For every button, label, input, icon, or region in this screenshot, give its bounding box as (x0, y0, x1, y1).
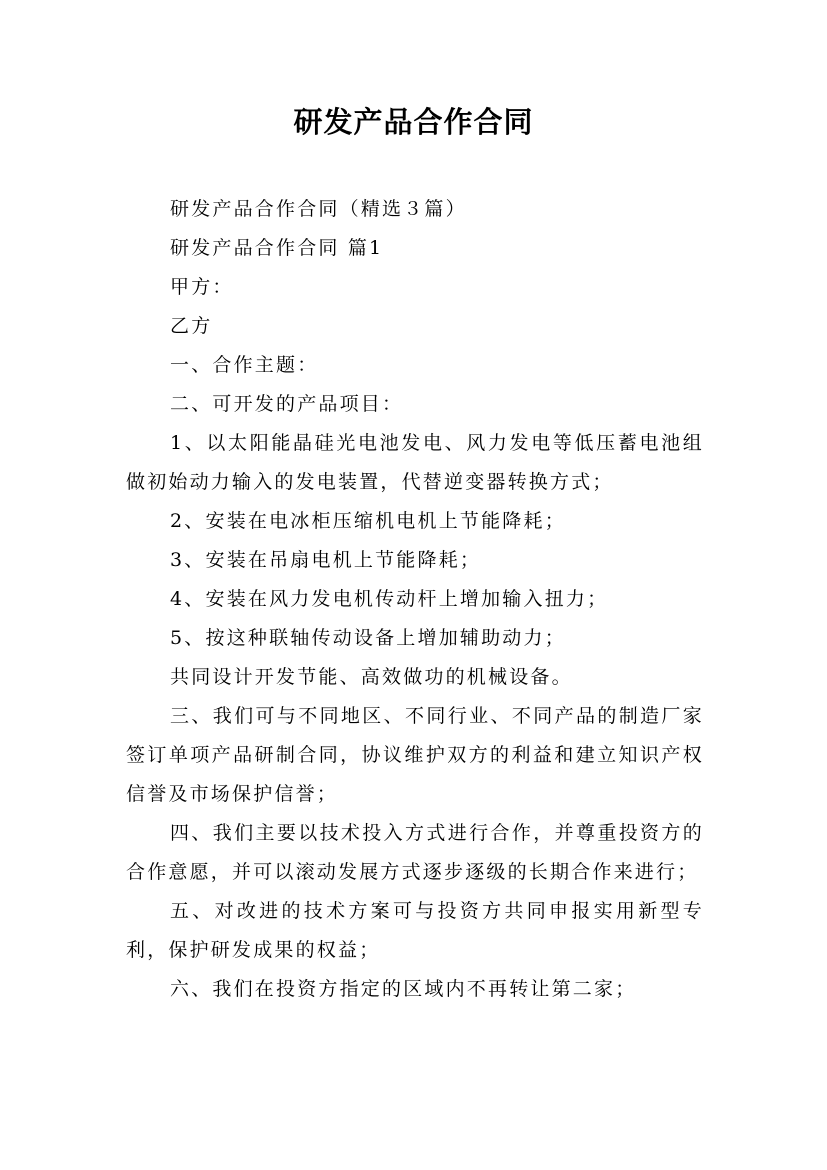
paragraph-item-2: 2、安装在电冰柜压缩机电机上节能降耗； (170, 510, 566, 532)
paragraph-item-1: 1、以太阳能晶硅光电池发电、风力发电等低压蓄电池组做初始动力输入的发电装置，代替逆变器转换方式； (126, 432, 704, 493)
paragraph-clause-2: 二、可开发的产品项目： (170, 393, 404, 415)
paragraph-summary: 共同设计开发节能、高效做功的机械设备。 (170, 666, 573, 688)
paragraph-item-5: 5、按这种联轴传动设备上增加辅助动力； (170, 627, 566, 649)
paragraph-clause-4: 四、我们主要以技术投入方式进行合作，并尊重投资方的合作意愿，并可以滚动发展方式逐步逐级的长期合作来进行； (126, 822, 704, 883)
document-body (126, 190, 704, 1009)
paragraph-subtitle: 研发产品合作合同（精选３篇） (170, 198, 467, 220)
paragraph-clause-5: 五、对改进的技术方案可与投资方共同申报实用新型专利，保护研发成果的权益； (126, 900, 704, 961)
paragraph-section-heading: 研发产品合作合同 篇1 (170, 237, 384, 259)
paragraph-clause-6: 六、我们在投资方指定的区域内不再转让第二家； (170, 978, 637, 1000)
paragraph-clause-3: 三、我们可与不同地区、不同行业、不同产品的制造厂家签订单项产品研制合同，协议维护双方的利益和建立知识产权信誉及市场保护信誉； (126, 705, 704, 805)
paragraph-party-a: 甲方： (170, 276, 234, 298)
document-title: 研发产品合作合同 (293, 105, 534, 139)
paragraph-item-3: 3、安装在吊扇电机上节能降耗； (170, 549, 482, 571)
paragraph-party-b: 乙方 (170, 315, 213, 337)
paragraph-item-4: 4、安装在风力发电机传动杆上增加输入扭力； (170, 588, 609, 610)
paragraph-clause-1: 一、合作主题： (170, 354, 319, 376)
